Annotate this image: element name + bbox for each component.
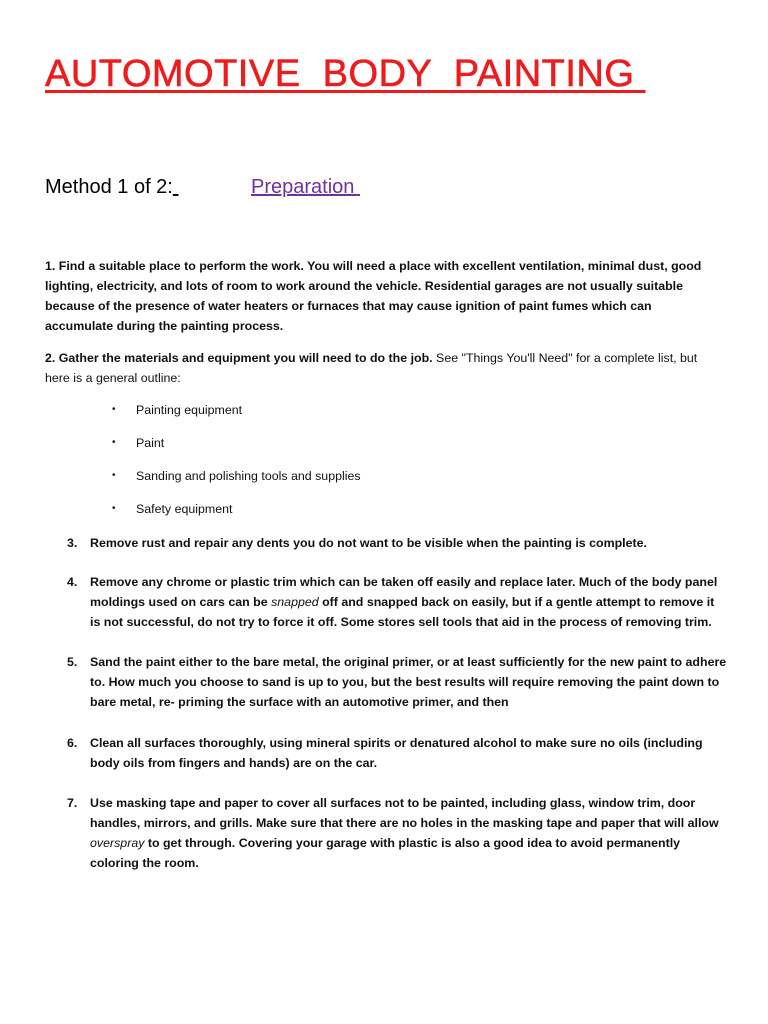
list-item bbox=[112, 466, 361, 499]
step-text bbox=[90, 793, 728, 873]
bullet-icon: • bbox=[112, 437, 116, 448]
bullet-text: Painting equipment bbox=[136, 403, 243, 417]
method-label bbox=[45, 176, 178, 199]
bullet-text: Sanding and polishing tools and supplies bbox=[136, 469, 361, 483]
bullet-icon: • bbox=[112, 503, 116, 514]
step-number: 5. bbox=[67, 655, 78, 669]
step-4-text-after: off and snapped back on easily, but if a gentle attempt to remove it is not successful, do not try to force it off. Some stores sell tools that aid in the process of removing trim. bbox=[90, 595, 715, 629]
step-text bbox=[90, 572, 728, 632]
paragraph-step-2 bbox=[45, 348, 723, 388]
paragraph-step-1: 1. Find a suitable place to perform the work. You will need a place with excellent ventilation, minimal dust, good lighting, electricity, and lots of room to work around the vehicle. Residential garages are not usually suitable because of the presence of water heaters or furnaces that may cause ignition of paint fumes which can accumulate during the painting process. bbox=[45, 259, 702, 333]
list-item bbox=[112, 499, 361, 532]
bullet-icon: • bbox=[112, 470, 116, 481]
step-number: 3. bbox=[67, 536, 78, 550]
bullet-text: Safety equipment bbox=[136, 502, 233, 516]
step-text: Remove rust and repair any dents you do not want to be visible when the painting is complete. bbox=[90, 536, 647, 550]
list-item bbox=[112, 433, 361, 466]
step-number: 7. bbox=[67, 796, 78, 810]
step-text: Sand the paint either to the bare metal, the original primer, or at least sufficiently for the new paint to adhere to. How much you choose to sand is up to you, but the best results will require removing the paint down to bare metal, re- priming the surface with an automotive primer, and then bbox=[90, 655, 727, 709]
materials-bullet-list bbox=[112, 400, 361, 532]
step-text: Clean all surfaces thoroughly, using mineral spirits or denatured alcohol to make sure no oils (including body oils from fingers and hands) are on the car. bbox=[90, 736, 703, 770]
document-title: AUTOMOTIVE BODY PAINTING bbox=[45, 53, 646, 95]
step-number: 4. bbox=[67, 575, 78, 589]
step-7-text-before: Use masking tape and paper to cover all surfaces not to be painted, including glass, window trim, door handles, mirrors, and grills. Make sure that there are no holes in the masking tape and paper that will allow bbox=[90, 796, 719, 830]
bullet-icon: • bbox=[112, 404, 116, 415]
section-heading-preparation: Preparation bbox=[251, 176, 360, 198]
step-4-italic-term: snapped bbox=[271, 595, 319, 609]
step-7-italic-term: overspray bbox=[90, 836, 145, 850]
method-label-underlined-space bbox=[173, 176, 179, 198]
bullet-text: Paint bbox=[136, 436, 165, 450]
method-heading bbox=[45, 176, 725, 210]
step-7-text-after: to get through. Covering your garage with plastic is also a good idea to avoid permanently coloring the room. bbox=[90, 836, 681, 870]
step-number: 6. bbox=[67, 736, 78, 750]
step-2-bold-text: 2. Gather the materials and equipment you will need to do the job. bbox=[45, 351, 433, 365]
step-4-text-before: Remove any chrome or plastic trim which can be taken off easily and replace later. Much of the body panel moldings used on cars can be bbox=[90, 575, 718, 609]
list-item bbox=[112, 400, 361, 433]
step-2-normal-text: See "Things You'll Need" for a complete list, but here is a general outline: bbox=[45, 351, 698, 385]
method-label-text: Method 1 of 2: bbox=[45, 176, 173, 198]
